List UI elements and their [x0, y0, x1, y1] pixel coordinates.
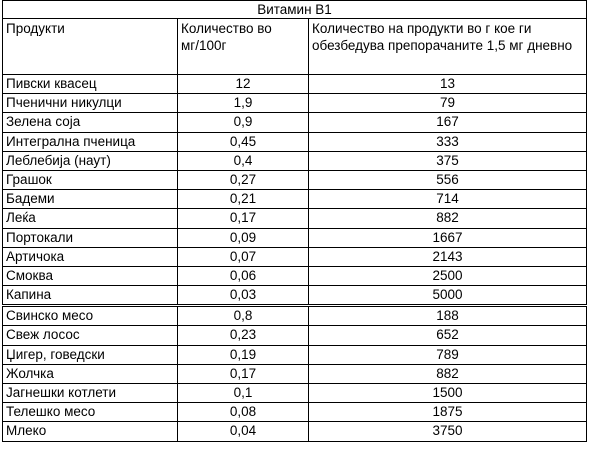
cell-grams-needed: 79 [309, 94, 587, 113]
cell-product: Леќа [3, 209, 178, 228]
cell-grams-needed: 167 [309, 113, 587, 132]
cell-grams-needed: 789 [309, 345, 587, 364]
table-row [3, 151, 587, 170]
cell-product: Бадеми [3, 190, 178, 209]
cell-product: Млеко [3, 422, 178, 441]
cell-product: Јагнешки котлети [3, 384, 178, 403]
cell-product: Портокали [3, 228, 178, 247]
column-header-amount-per-100g: Количество во мг/100г [178, 19, 309, 75]
table-row [3, 113, 587, 132]
cell-mg-per-100g: 0,45 [178, 132, 309, 151]
spreadsheet [2, 0, 586, 442]
table-row [3, 286, 587, 306]
cell-product: Пивски квасец [3, 75, 178, 94]
cell-grams-needed: 2500 [309, 266, 587, 285]
cell-grams-needed: 2143 [309, 247, 587, 266]
cell-product: Жолчка [3, 364, 178, 383]
cell-grams-needed: 3750 [309, 422, 587, 441]
cell-mg-per-100g: 0,03 [178, 286, 309, 306]
cell-grams-needed: 882 [309, 209, 587, 228]
cell-grams-needed: 1875 [309, 403, 587, 422]
cell-mg-per-100g: 0,21 [178, 190, 309, 209]
cell-mg-per-100g: 0,1 [178, 384, 309, 403]
table-row [3, 345, 587, 364]
cell-mg-per-100g: 0,4 [178, 151, 309, 170]
cell-grams-needed: 882 [309, 364, 587, 383]
cell-product: Капина [3, 286, 178, 306]
cell-mg-per-100g: 0,07 [178, 247, 309, 266]
table-row [3, 247, 587, 266]
table-row [3, 228, 587, 247]
cell-grams-needed: 652 [309, 326, 587, 345]
cell-product: Леблебија (наут) [3, 151, 178, 170]
cell-grams-needed: 1500 [309, 384, 587, 403]
table-row [3, 75, 587, 94]
cell-product: Смоква [3, 266, 178, 285]
cell-mg-per-100g: 0,09 [178, 228, 309, 247]
table-row [3, 209, 587, 228]
cell-mg-per-100g: 12 [178, 75, 309, 94]
cell-product: Свеж лосос [3, 326, 178, 345]
table-row [3, 422, 587, 441]
table-row [3, 94, 587, 113]
cell-mg-per-100g: 0,17 [178, 209, 309, 228]
table-row [3, 384, 587, 403]
cell-mg-per-100g: 0,19 [178, 345, 309, 364]
cell-product: Интегрална пченица [3, 132, 178, 151]
cell-mg-per-100g: 1,9 [178, 94, 309, 113]
cell-mg-per-100g: 0,04 [178, 422, 309, 441]
table-row [3, 190, 587, 209]
title-row [3, 1, 587, 19]
cell-product: Телешко месо [3, 403, 178, 422]
cell-product: Зелена соја [3, 113, 178, 132]
cell-grams-needed: 5000 [309, 286, 587, 306]
vitamin-b1-table [2, 0, 587, 442]
cell-product: Џигер, говедски [3, 345, 178, 364]
table-row [3, 266, 587, 285]
cell-grams-needed: 556 [309, 170, 587, 189]
cell-product: Пченични никулци [3, 94, 178, 113]
cell-grams-needed: 375 [309, 151, 587, 170]
table-title: Витамин B1 [3, 1, 587, 19]
table-row [3, 403, 587, 422]
table-row [3, 170, 587, 189]
header-row [3, 19, 587, 75]
cell-mg-per-100g: 0,27 [178, 170, 309, 189]
cell-grams-needed: 1667 [309, 228, 587, 247]
table-row [3, 326, 587, 345]
cell-grams-needed: 333 [309, 132, 587, 151]
cell-mg-per-100g: 0,9 [178, 113, 309, 132]
cell-product: Артичока [3, 247, 178, 266]
column-header-products: Продукти [3, 19, 178, 75]
cell-mg-per-100g: 0,8 [178, 306, 309, 326]
cell-mg-per-100g: 0,17 [178, 364, 309, 383]
cell-product: Свинско месо [3, 306, 178, 326]
cell-mg-per-100g: 0,06 [178, 266, 309, 285]
table-row [3, 132, 587, 151]
cell-grams-needed: 13 [309, 75, 587, 94]
table-row [3, 306, 587, 326]
cell-product: Грашок [3, 170, 178, 189]
cell-mg-per-100g: 0,23 [178, 326, 309, 345]
column-header-grams-for-daily-dose: Количество на продукти во г кое ги обезбедува препорачаните 1,5 мг дневно [309, 19, 587, 75]
table-row [3, 364, 587, 383]
cell-mg-per-100g: 0,08 [178, 403, 309, 422]
cell-grams-needed: 714 [309, 190, 587, 209]
cell-grams-needed: 188 [309, 306, 587, 326]
